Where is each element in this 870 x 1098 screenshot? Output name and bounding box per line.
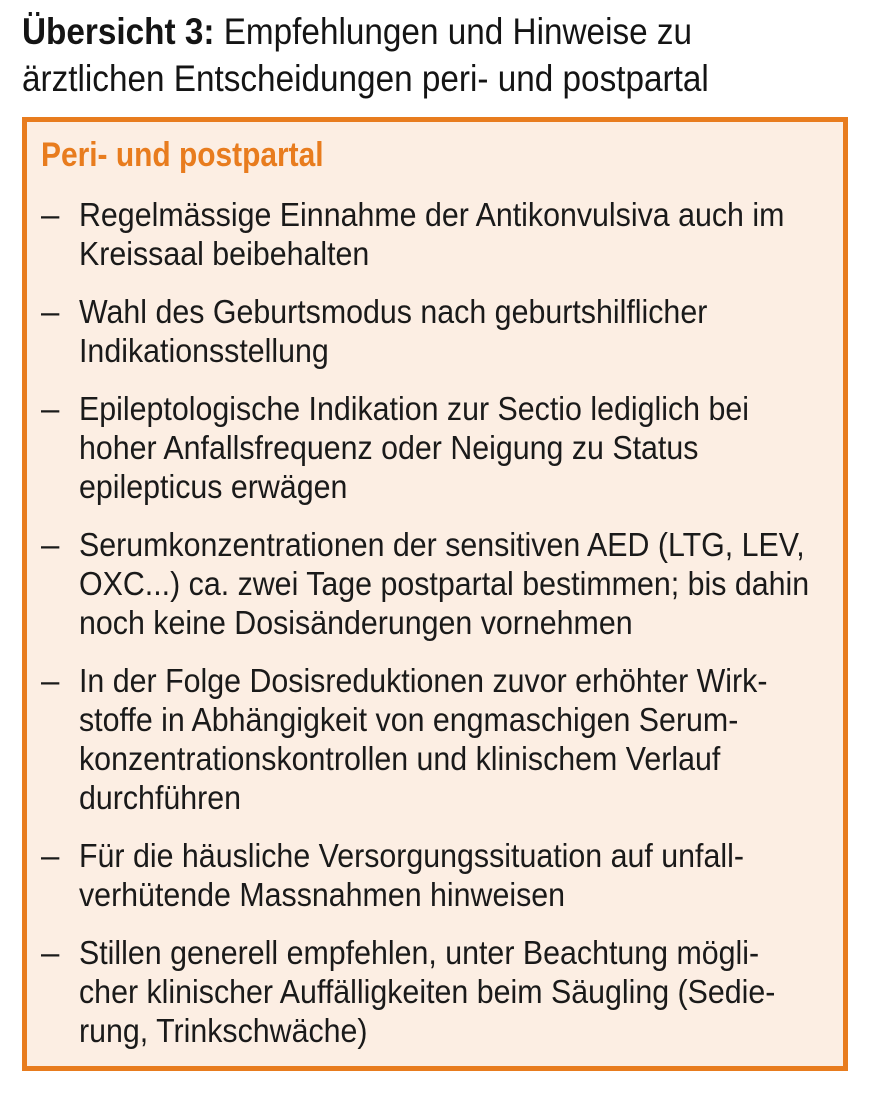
box-heading: Peri- und postpartal xyxy=(41,136,324,174)
text-line: Epileptologische Indikation zur Sectio lediglich bei xyxy=(79,390,750,427)
list-item xyxy=(41,292,825,370)
text-line: Für die häusliche Versorgungssituation auf unfall- xyxy=(79,837,744,874)
list-item-text xyxy=(79,389,825,506)
dash-bullet: – xyxy=(41,526,60,563)
figure-title xyxy=(22,8,848,102)
list-item-text xyxy=(79,836,825,914)
text-line: durchführen xyxy=(79,779,242,816)
recommendation-box xyxy=(22,117,848,1071)
figure-title-prefix: Übersicht 3: xyxy=(22,11,215,52)
figure-title-rest: Empfehlungen und Hinweise zu xyxy=(214,11,693,52)
text-line: Regelmässige Einnahme der Antikonvulsiva auch im xyxy=(79,196,785,233)
text-line: Serumkonzentrationen der sensitiven AED (LTG, LEV, xyxy=(79,526,805,563)
text-line: verhütende Massnahmen hinweisen xyxy=(79,876,566,913)
text-line: noch keine Dosisänderungen vornehmen xyxy=(79,604,633,641)
dash-bullet: – xyxy=(41,662,60,699)
text-line: Indikationsstellung xyxy=(79,332,329,369)
dash-bullet: – xyxy=(41,934,60,971)
text-line: konzentrationskontrollen und klinischem Verlauf xyxy=(79,740,721,777)
figure-title-line2: ärztlichen Entscheidungen peri- und postpartal xyxy=(22,58,709,99)
dash-bullet: – xyxy=(41,293,60,330)
recommendation-list xyxy=(41,195,825,1050)
text-line: Stillen generell empfehlen, unter Beachtung mögli- xyxy=(79,934,760,971)
text-line: Kreissaal beibehalten xyxy=(79,235,370,272)
list-item xyxy=(41,525,825,642)
list-item-text xyxy=(79,933,825,1050)
text-line: cher klinischer Auffälligkeiten beim Säugling (Sedie- xyxy=(79,973,776,1010)
list-item-text xyxy=(79,195,825,273)
text-line: Wahl des Geburtsmodus nach geburtshilflicher xyxy=(79,293,708,330)
figure-title-line1 xyxy=(22,8,848,55)
text-line: hoher Anfallsfrequenz oder Neigung zu Status xyxy=(79,429,699,466)
list-item-text xyxy=(79,525,825,642)
list-item xyxy=(41,195,825,273)
list-item xyxy=(41,836,825,914)
dash-bullet: – xyxy=(41,196,60,233)
list-item-text xyxy=(79,292,825,370)
text-line: In der Folge Dosisreduktionen zuvor erhöhter Wirk- xyxy=(79,662,768,699)
list-item xyxy=(41,389,825,506)
text-line: epilepticus erwägen xyxy=(79,468,348,505)
list-item xyxy=(41,661,825,817)
dash-bullet: – xyxy=(41,390,60,427)
list-item xyxy=(41,933,825,1050)
text-line: stoffe in Abhängigkeit von engmaschigen Serum- xyxy=(79,701,739,738)
dash-bullet: – xyxy=(41,837,60,874)
list-item-text xyxy=(79,661,825,817)
text-line: OXC...) ca. zwei Tage postpartal bestimmen; bis dahin xyxy=(79,565,810,602)
text-line: rung, Trinkschwäche) xyxy=(79,1012,368,1049)
